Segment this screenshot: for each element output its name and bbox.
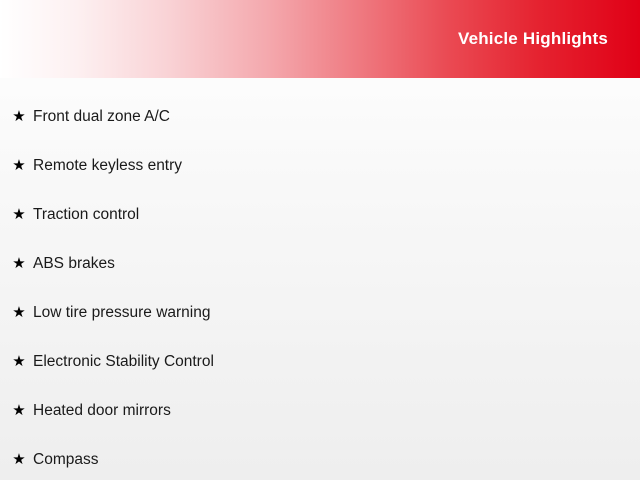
page-title: Vehicle Highlights [457,29,608,48]
header-banner [0,0,640,78]
highlights-list [0,78,640,480]
list-item [0,190,640,239]
list-item-label: ABS brakes [33,254,115,272]
list-item-label: Compass [33,450,99,468]
star-icon: ★ [12,255,26,272]
star-icon: ★ [12,353,26,370]
list-item-label: Low tire pressure warning [33,303,211,321]
list-item [0,435,640,484]
star-icon: ★ [12,108,26,125]
list-item-label: Traction control [33,205,140,223]
list-item [0,92,640,141]
list-item-label: Heated door mirrors [33,401,171,419]
list-item-label: Electronic Stability Control [33,352,214,370]
list-item [0,141,640,190]
star-icon: ★ [12,451,26,468]
list-item [0,337,640,386]
star-icon: ★ [12,157,26,174]
star-icon: ★ [12,304,26,321]
list-item [0,288,640,337]
star-icon: ★ [12,402,26,419]
list-item-label: Front dual zone A/C [33,107,170,125]
list-item [0,239,640,288]
star-icon: ★ [12,206,26,223]
list-item [0,386,640,435]
list-item-label: Remote keyless entry [33,156,183,174]
